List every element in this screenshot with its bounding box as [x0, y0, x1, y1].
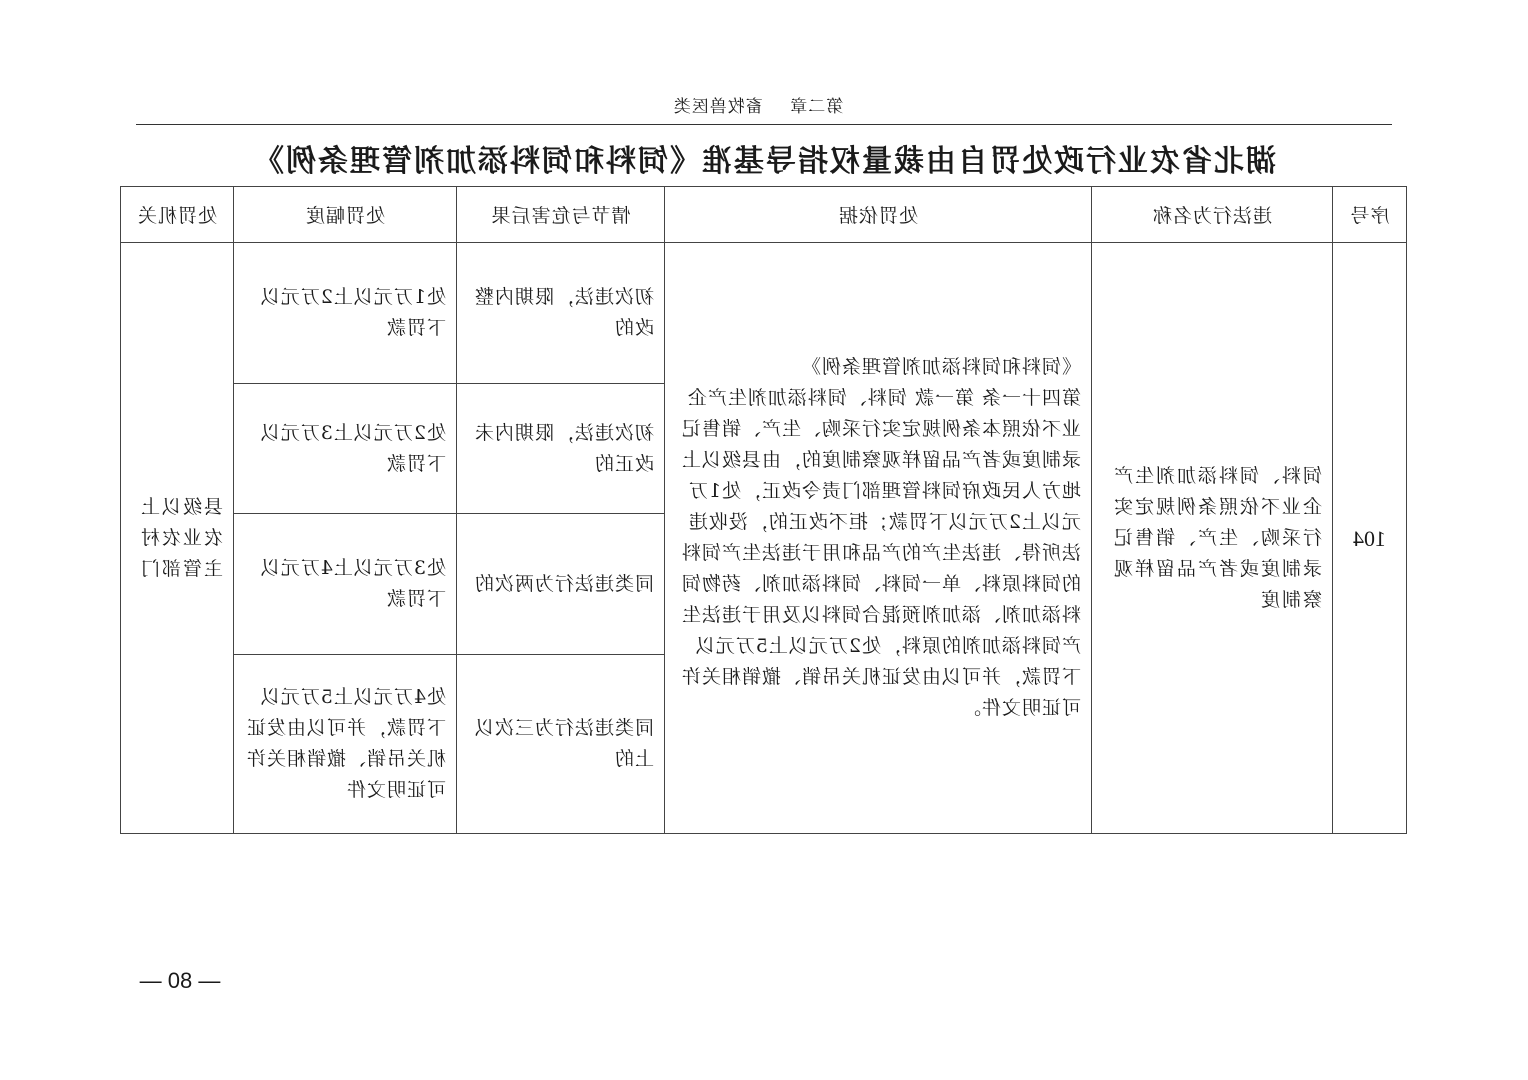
table-header-row [121, 187, 1407, 243]
header-rule [136, 124, 1392, 125]
category-label: 畜牧兽医类 [672, 97, 763, 117]
header-act: 违法行为名称 [1092, 187, 1333, 243]
header-plot: 情节与危害后果 [457, 187, 665, 243]
header-org: 处罚机关 [121, 187, 234, 243]
header-seq: 序号 [1333, 187, 1407, 243]
page-number: — 80 — [139, 968, 221, 993]
cell-plot-tier-2: 初次违法，限期内未改正的 [457, 384, 665, 514]
running-header [648, 92, 868, 117]
chapter-label: 第二章 [789, 97, 844, 117]
cell-range-tier-2: 处2万元以上3万元以下罚款 [234, 384, 457, 514]
cell-basis [665, 243, 1092, 834]
cell-seq: 104 [1333, 243, 1407, 834]
header-range: 处罚幅度 [234, 187, 457, 243]
cell-range-tier-1: 处1万元以上2万元以下罚款 [234, 243, 457, 384]
basis-text: 第四十一条 第一款 饲料、饲料添加剂生产企业不依照本条例规定实行采购、生产、销售记录制度或者产品留样观察制度的，由县级以上地方人民政府饲料管理部门责令改正，处1万元以上2万元以下罚款；拒不改正的，没收违法所得、违法生产的产品和用于违法生产饲料的饲料原料、单一饲料、饲料添加剂、药物饲料添加剂、添加剂预混合饲料以及用于违法生产饲料添加剂的原料，处2万元以上5万元以下罚款，并可以由发证机关吊销、撤销相关许可证明文件。 [680, 387, 1081, 719]
penalty-table [120, 186, 1407, 834]
table-row [121, 243, 1407, 384]
basis-title: 《饲料和饲料添加剂管理条例》 [800, 356, 1081, 378]
cell-range-tier-3: 处3万元以上4万元以下罚款 [234, 514, 457, 655]
cell-act: 饲料、饲料添加剂生产企业不依照条例规定实行采购、生产、销售记录制度或者产品留样观察制度 [1092, 243, 1333, 834]
cell-plot-tier-4: 同类违法行为三次以上的 [457, 655, 665, 834]
cell-plot-tier-1: 初次违法，限期内整改的 [457, 243, 665, 384]
cell-org: 县级以上农业农村主管部门 [121, 243, 234, 834]
document-title: 湖北省农业行政处罚自由裁量权指导基准《饲料和饲料添加剂管理条例》 [252, 144, 1276, 179]
cell-plot-tier-3: 同类违法行为两次的 [457, 514, 665, 655]
cell-range-tier-4: 处4万元以上5万元以下罚款，并可以由发证机关吊销、撤销相关许可证明文件 [234, 655, 457, 834]
header-basis: 处罚依据 [665, 187, 1092, 243]
